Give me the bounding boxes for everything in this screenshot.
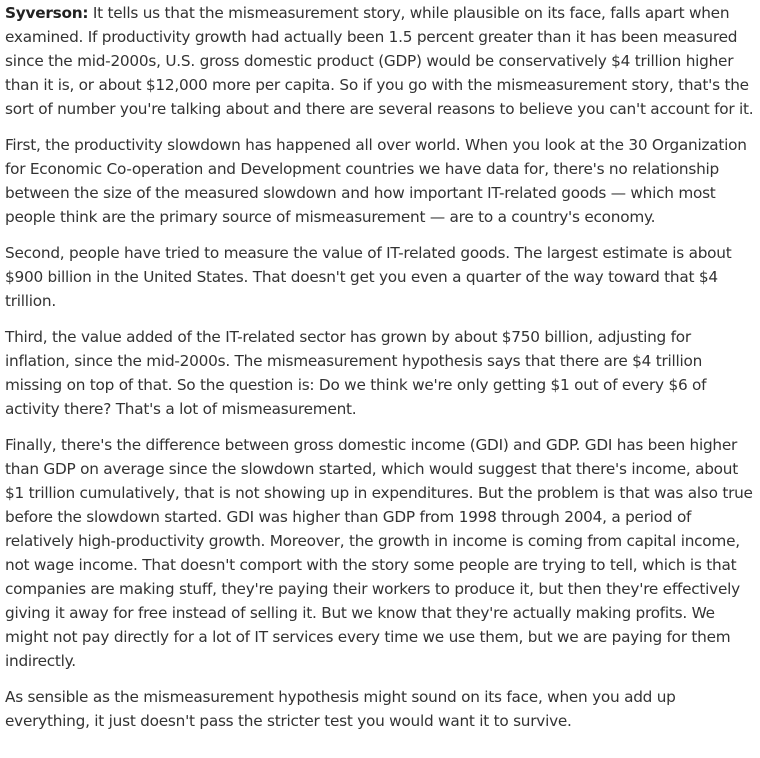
paragraph-2: First, the productivity slowdown has happened all over world. When you look at the 30 Organization for Economic Co-operation and Development countries we have data for, there's no relationship between the size of the measured slowdown and how important IT-related goods — which most people think are the primary source of mismeasurement — are to a country's economy.: [5, 136, 747, 226]
paragraph-4: Third, the value added of the IT-related sector has grown by about $750 billion, adjusting for inflation, since the mid-2000s. The mismeasurement hypothesis says that there are $4 trillion missing on top of that. So the question is: Do we think we're only getting $1 out of every $6 of activity there? That's a lot of mismeasurement.: [5, 328, 707, 418]
speaker-name: Syverson:: [5, 4, 89, 22]
paragraph-6: As sensible as the mismeasurement hypothesis might sound on its face, when you add up everything, it just doesn't pass the stricter test you would want it to survive.: [5, 688, 676, 730]
paragraph-1: [5, 1, 756, 121]
paragraph-3: Second, people have tried to measure the value of IT-related goods. The largest estimate is about $900 billion in the United States. That doesn't get you even a quarter of the way toward that $4 trillion.: [5, 244, 732, 310]
paragraph-5: Finally, there's the difference between gross domestic income (GDI) and GDP. GDI has been higher than GDP on average since the slowdown started, which would suggest that there's income, about $1 trillion cumulatively, that is not showing up in expenditures. But the problem is that was also true before the slowdown started. GDI was higher than GDP from 1998 through 2004, a period of relatively high-productivity growth. Moreover, the growth in income is coming from capital income, not wage income. That doesn't comport with the story some people are trying to tell, which is that companies are making stuff, they're paying their workers to produce it, but then they're effectively giving it away for free instead of selling it. But we know that they're actually making profits. We might not pay directly for a lot of IT services every time we use them, but we are paying for them indirectly.: [5, 436, 753, 670]
paragraph-1-text: It tells us that the mismeasurement story, while plausible on its face, falls apart when examined. If productivity growth had actually been 1.5 percent greater than it has been measured since the mid-2000s, U.S. gross domestic product (GDP) would be conservatively $4 trillion higher than it is, or about $12,000 more per capita. So if you go with the mismeasurement story, that's the sort of number you're talking about and there are several reasons to believe you can't account for it.: [5, 4, 754, 118]
